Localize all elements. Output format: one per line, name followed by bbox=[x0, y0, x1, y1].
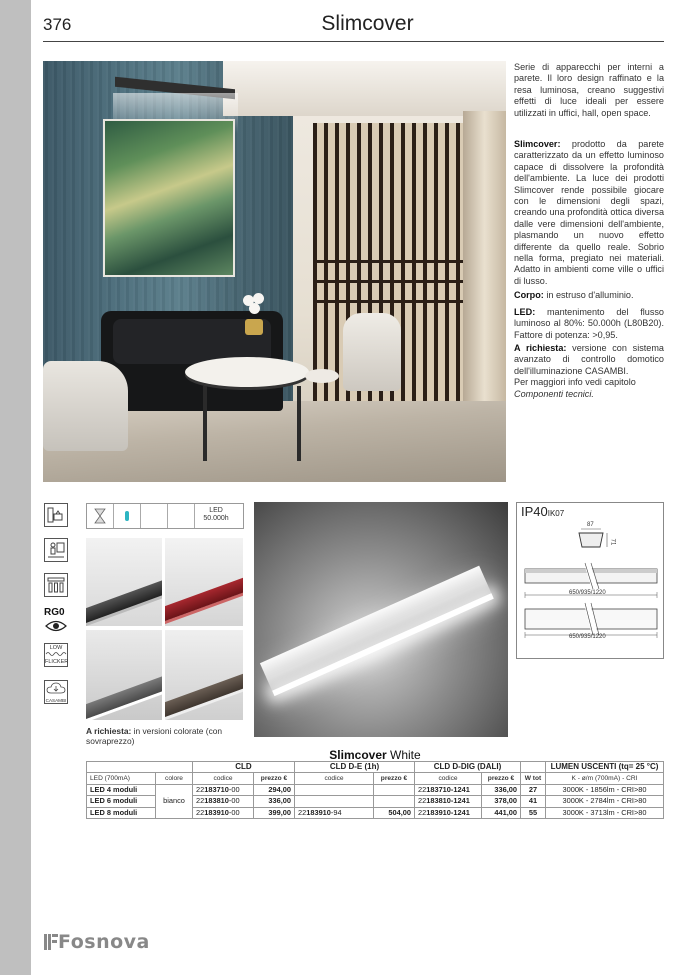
led-life-text: LED 50.000h bbox=[203, 507, 229, 522]
group-cld-de: CLD D-E (1h) bbox=[295, 762, 415, 773]
page-sidebar-strip bbox=[0, 0, 31, 975]
low-flicker-line2: FLICKER bbox=[45, 659, 69, 665]
richiesta-text bbox=[514, 343, 664, 400]
dim-length-2: 650/935/1220 bbox=[569, 634, 606, 640]
header-divider bbox=[43, 41, 664, 42]
colors-note-text: in versioni colorate (con sovraprezzo) bbox=[86, 726, 223, 746]
indoor-use-icon bbox=[44, 538, 68, 562]
interior-photo bbox=[43, 61, 506, 482]
corpo-description: in estruso d'alluminio. bbox=[543, 290, 634, 300]
thermometer-icon bbox=[114, 504, 141, 528]
table-row: LED 6 moduli 22183810-00 336,00 22183810-1241 378,00 41 3000K - 2784lm - CRI>80 bbox=[87, 796, 664, 807]
color-cell: bianco bbox=[156, 784, 193, 818]
richiesta-description: versione con sistema avanzato di controllo domotico dell'illuminazione CASAMBI. bbox=[514, 343, 664, 376]
armchair-right bbox=[343, 313, 401, 391]
page-title: Slimcover bbox=[321, 12, 414, 35]
ik-rating: IK07 bbox=[547, 509, 565, 518]
corpo-label: Corpo: bbox=[514, 290, 544, 300]
low-flicker-line1: LOW bbox=[49, 645, 63, 651]
led-text bbox=[514, 307, 664, 341]
technical-drawing bbox=[516, 502, 664, 659]
casambi-label: CASAMBI bbox=[45, 698, 67, 703]
slimcover-fixture bbox=[260, 566, 491, 691]
table-title: Slimcover White bbox=[329, 748, 421, 762]
dim-width: 87 bbox=[587, 522, 594, 528]
led-description: mantenimento del flusso luminoso al 80%: 50.000h (L80B20). Fattore di potenza: >0,95. bbox=[514, 307, 664, 340]
table-group-header bbox=[87, 762, 664, 773]
product-photo-black bbox=[86, 538, 162, 626]
slimcover-text bbox=[514, 139, 664, 287]
hourglass-icon bbox=[87, 504, 114, 528]
dim-height: 71 bbox=[609, 538, 616, 546]
orchid-plant bbox=[241, 293, 267, 335]
richiesta-label: A richiesta: bbox=[514, 343, 567, 353]
colors-note bbox=[86, 726, 256, 746]
wall-painting bbox=[103, 119, 235, 277]
corpo-text bbox=[514, 290, 664, 301]
group-cld: CLD bbox=[193, 762, 295, 773]
table-row: LED 4 moduli bianco 22183710-00 294,00 22183710-1241 336,00 27 3000K - 1856lm - CRI>80 bbox=[87, 784, 664, 795]
armchair-left bbox=[43, 361, 128, 451]
table-title-suffix: White bbox=[390, 748, 421, 762]
product-photo-red bbox=[165, 538, 243, 626]
slimcover-description: prodotto da parete caratterizzato da un effetto luminoso capace di dissolvere la profondità dell'ambiente. La luce dei prodotti Slimcover rende possibile giocare con le dimensioni degli spazi, creando una profondità ottica diversa dalle vere dimensioni dell'ambiente, plasmando un nuovo effetto differente da quello reale. Sobrio nella forma, pregiato nei materiali. Adatto in ambienti come ville o uffici di lusso. bbox=[514, 139, 664, 286]
rimando-link[interactable]: Componenti tecnici. bbox=[514, 388, 594, 399]
coffee-table bbox=[185, 357, 309, 387]
table-sub-header: LED (700mA) colore codice prezzo € codice prezzo € codice prezzo € W tot K - ø/m (700mA) - CRI bbox=[87, 773, 664, 784]
product-photo-grey bbox=[86, 630, 162, 720]
fosnova-logo-mark bbox=[44, 932, 58, 957]
casambi-icon bbox=[44, 680, 68, 704]
group-lumen: LUMEN USCENTI (tq= 25 °C) bbox=[546, 762, 664, 773]
rg0-label: RG0 bbox=[44, 607, 65, 618]
low-flicker-icon bbox=[44, 643, 68, 667]
led-label: LED: bbox=[514, 307, 536, 317]
slimcover-label: Slimcover: bbox=[514, 139, 561, 149]
table-row: LED 8 moduli 22183910-00 399,00 22183910-94 504,00 22183910-1241 441,00 55 3000K - 3713lm - CRI>80 bbox=[87, 807, 664, 818]
fosnova-logo: Fosnova bbox=[58, 931, 150, 953]
product-photo-brown bbox=[165, 630, 243, 720]
group-cld-dali: CLD D-DIG (DALI) bbox=[415, 762, 521, 773]
specs-table bbox=[86, 761, 664, 819]
product-photo-large bbox=[254, 502, 508, 737]
page-number: 376 bbox=[43, 15, 72, 34]
ip-rating: IP40IK07 bbox=[521, 504, 565, 519]
intro-text: Serie di apparecchi per interni a parete. Il loro design raffinato e la resa luminosa, creano suggestivi effetti di luce ideali per essere utilizzati in uffici, hall, open space. bbox=[514, 62, 664, 118]
eye-icon bbox=[44, 619, 68, 633]
dim-length-1: 650/935/1220 bbox=[569, 590, 606, 596]
rimando-text: Per maggiori info vedi capitolo bbox=[514, 377, 636, 388]
colors-note-label: A richiesta: bbox=[86, 726, 132, 736]
wall-mount-icon bbox=[44, 503, 68, 527]
office-use-icon bbox=[44, 573, 68, 597]
